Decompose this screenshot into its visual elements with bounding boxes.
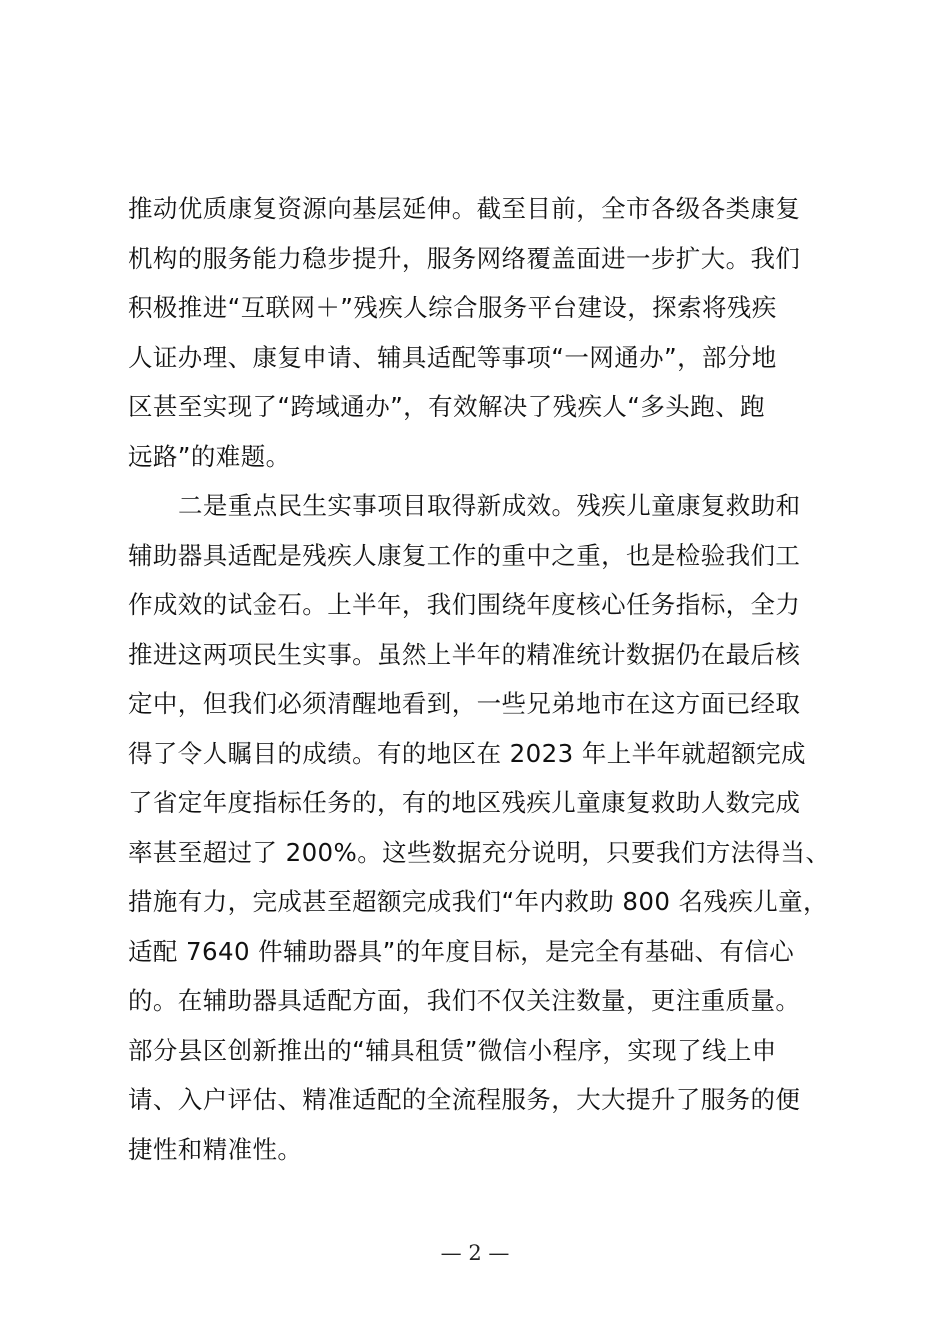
text-line: 机构的服务能力稳步提升，服务网络覆盖面进一步扩大。我们 [128, 243, 801, 273]
text-line: 得了令人瞩目的成绩。有的地区在 2023 年上半年就超额完成 [128, 738, 806, 768]
text-line: 推进这两项民生实事。虽然上半年的精准统计数据仍在最后核 [128, 639, 801, 669]
text-line: 部分县区创新推出的“辅具租赁”微信小程序，实现了线上申 [128, 1035, 777, 1065]
paragraph-first-line: 二是重点民生实事项目取得新成效。残疾儿童康复救助和 [178, 491, 801, 520]
text-line: 定中，但我们必须清醒地看到，一些兄弟地市在这方面已经取 [128, 689, 801, 718]
page-number: — 2 — [440, 1241, 510, 1265]
text-line: 远路”的难题。 [128, 441, 291, 471]
text-line: 适配 7640 件辅助器具”的年度目标，是完全有基础、有信心 [128, 936, 795, 966]
text-line: 了省定年度指标任务的，有的地区残疾儿童康复救助人数完成 [128, 788, 801, 817]
text-line: 措施有力，完成甚至超额完成我们“年内救助 800 名残疾儿童， [128, 887, 828, 916]
text-line: 区甚至实现了“跨域通办”，有效解决了残疾人“多头跑、跑 [128, 392, 765, 421]
text-line: 推动优质康复资源向基层延伸。截至目前，全市各级各类康复 [128, 194, 801, 223]
text-line: 请、入户评估、精准适配的全流程服务，大大提升了服务的便 [128, 1085, 801, 1114]
text-line: 作成效的试金石。上半年，我们围绕年度核心任务指标，全力 [128, 590, 801, 619]
text-line: 的。在辅助器具适配方面，我们不仅关注数量，更注重质量。 [128, 986, 801, 1015]
text-line: 辅助器具适配是残疾人康复工作的重中之重，也是检验我们工 [128, 540, 801, 570]
text-line: 率甚至超过了 200%。这些数据充分说明，只要我们方法得当、 [128, 837, 831, 867]
text-line: 捷性和精准性。 [128, 1134, 303, 1164]
body-text [128, 184, 848, 1174]
text-line: 人证办理、康复申请、辅具适配等事项“一网通办”，部分地 [128, 342, 777, 372]
text-line: 积极推进“互联网＋”残疾人综合服务平台建设，探索将残疾 [128, 293, 777, 322]
